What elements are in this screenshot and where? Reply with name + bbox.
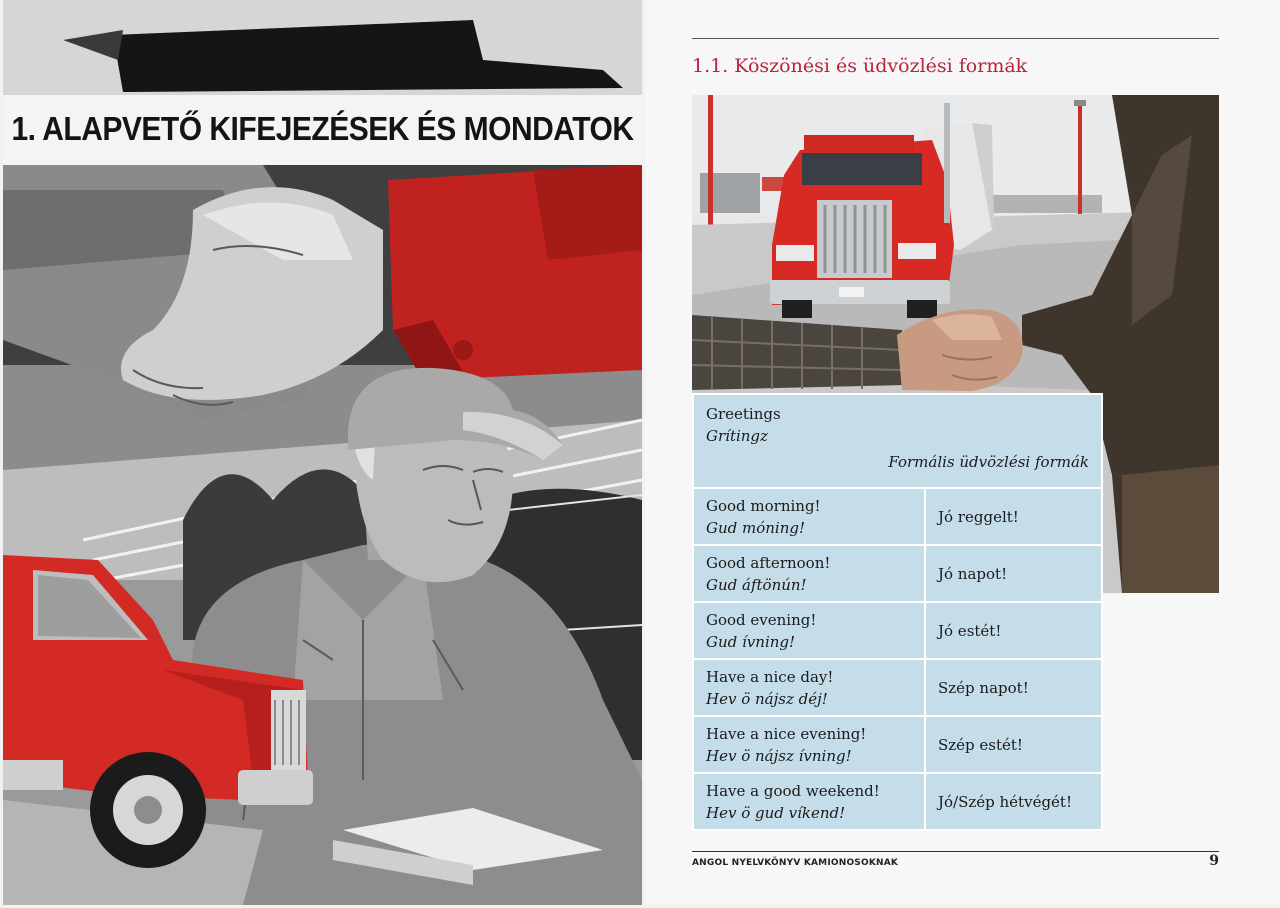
hungarian-phrase: Jó napot!	[938, 564, 1008, 583]
english-cell	[693, 488, 925, 545]
footer-book-title: ANGOL NYELVKÖNYV KAMIONOSOKNAK	[692, 858, 899, 868]
pronunciation: Hev ö nájsz ívning!	[706, 746, 852, 765]
pronunciation: Hev ö gud víkend!	[706, 803, 846, 822]
chapter-title: 1. ALAPVETŐ KIFEJEZÉSEK ÉS MONDATOK	[11, 110, 634, 148]
pronunciation: Hev ö nájsz déj!	[706, 689, 828, 708]
table-header-row	[693, 394, 1102, 488]
table-row	[693, 716, 1102, 773]
lesson-page	[645, 0, 1280, 905]
english-cell	[693, 545, 925, 602]
table-row	[693, 602, 1102, 659]
english-cell	[693, 659, 925, 716]
header-pronunciation: Grítingz	[706, 427, 768, 445]
hungarian-cell	[925, 716, 1102, 773]
footer-divider	[692, 851, 1219, 852]
pronunciation: Gud ívning!	[706, 632, 796, 651]
english-phrase: Good afternoon!	[706, 553, 831, 572]
table-row	[693, 488, 1102, 545]
pronunciation: Gud móning!	[706, 518, 806, 537]
greetings-table	[692, 393, 1103, 831]
chapter-title-banner	[3, 95, 642, 165]
hungarian-cell	[925, 602, 1102, 659]
hungarian-cell	[925, 545, 1102, 602]
table-header-cell	[693, 394, 1102, 488]
header-english: Greetings	[706, 405, 781, 423]
hungarian-cell	[925, 488, 1102, 545]
hungarian-cell	[925, 773, 1102, 830]
section-title: 1.1. Köszönési és üdvözlési formák	[692, 55, 1028, 77]
top-divider	[692, 38, 1219, 39]
pronunciation: Gud áftönún!	[706, 575, 807, 594]
english-cell	[693, 773, 925, 830]
english-phrase: Have a nice day!	[706, 667, 834, 686]
hungarian-phrase: Szép estét!	[938, 735, 1023, 754]
hungarian-phrase: Jó reggelt!	[938, 507, 1019, 526]
english-phrase: Have a nice evening!	[706, 724, 867, 743]
table-row	[693, 659, 1102, 716]
english-phrase: Good morning!	[706, 496, 821, 515]
english-cell	[693, 716, 925, 773]
table-row	[693, 545, 1102, 602]
hungarian-phrase: Jó/Szép hétvégét!	[938, 792, 1072, 811]
header-subtitle: Formális üdvözlési formák	[888, 453, 1089, 471]
table-row	[693, 773, 1102, 830]
chapter-cover-page	[3, 0, 642, 905]
english-phrase: Good evening!	[706, 610, 817, 629]
hungarian-phrase: Jó estét!	[938, 621, 1002, 640]
english-phrase: Have a good weekend!	[706, 781, 880, 800]
hungarian-cell	[925, 659, 1102, 716]
english-cell	[693, 602, 925, 659]
page-number: 9	[1209, 853, 1219, 869]
hungarian-phrase: Szép napot!	[938, 678, 1029, 697]
